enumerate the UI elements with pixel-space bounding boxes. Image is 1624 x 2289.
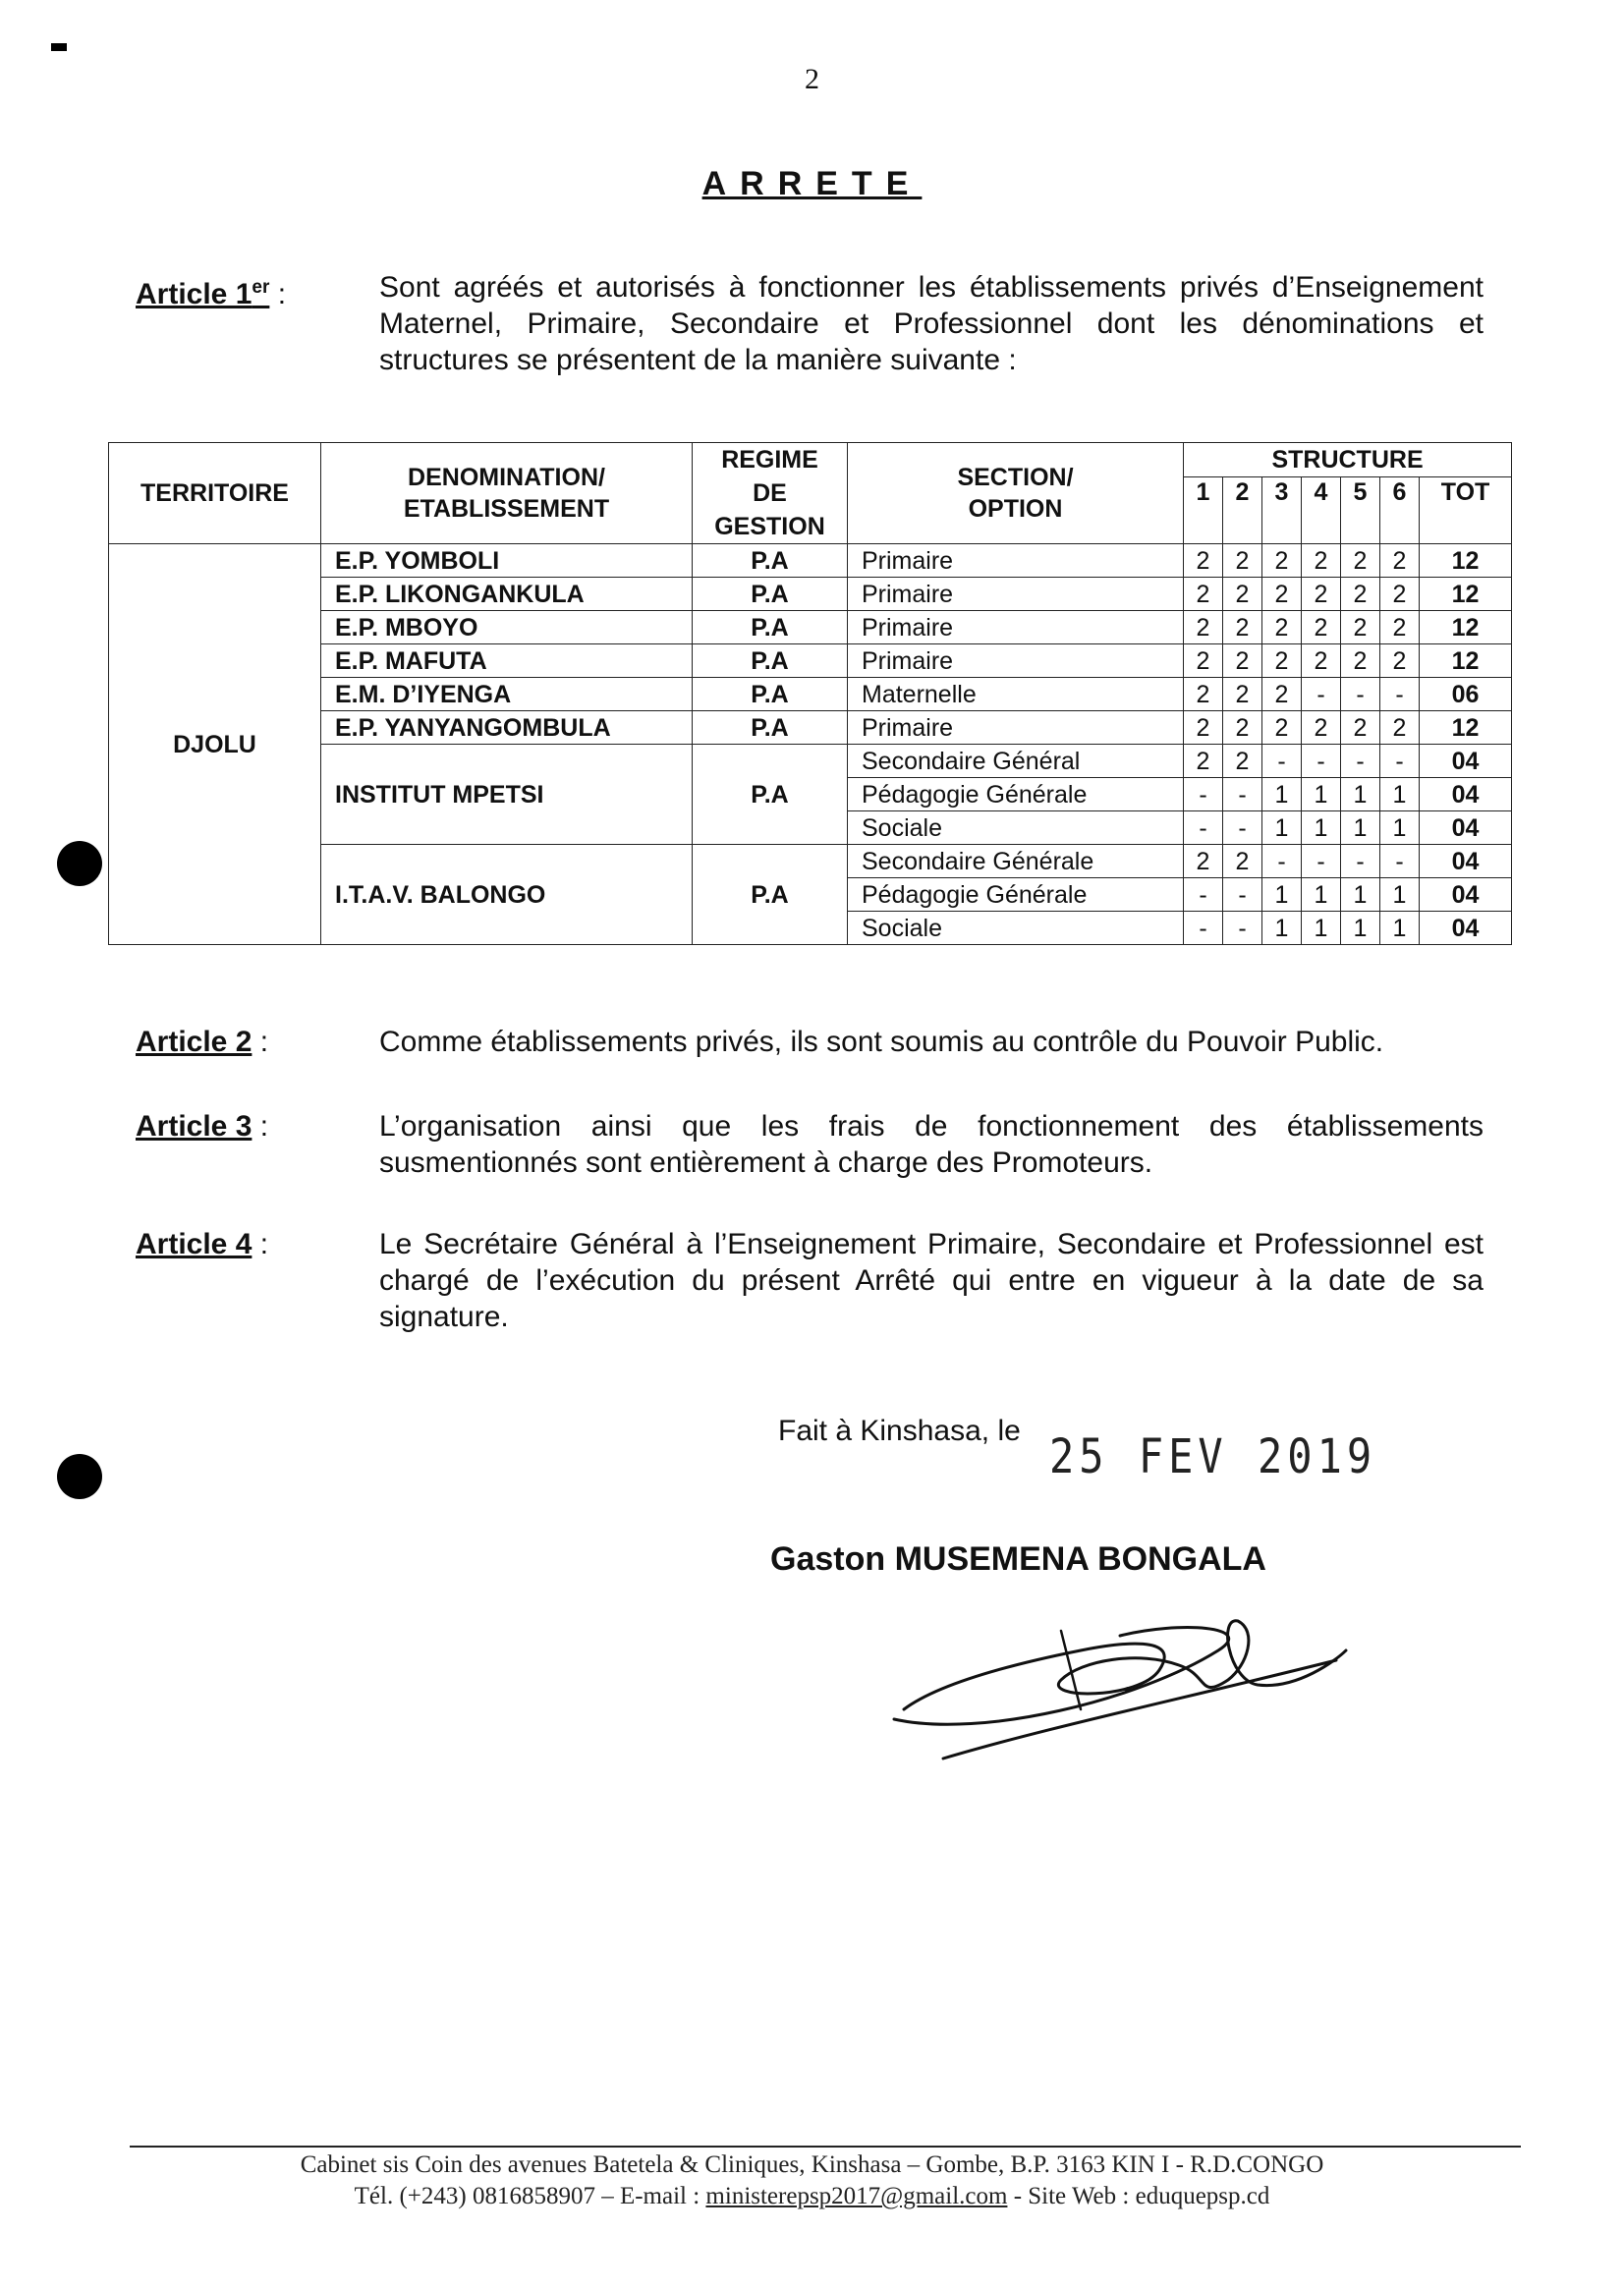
structure-cell: 2 <box>1302 711 1341 745</box>
structure-cell: - <box>1184 878 1223 912</box>
structure-cell: 2 <box>1223 678 1262 711</box>
structure-cell: - <box>1223 912 1262 945</box>
total-cell: 12 <box>1420 578 1512 611</box>
structure-cell: 1 <box>1262 878 1302 912</box>
structure-cell: 2 <box>1184 644 1223 678</box>
structure-cell: 2 <box>1341 611 1380 644</box>
structure-cell: - <box>1341 845 1380 878</box>
structure-cell: - <box>1184 811 1223 845</box>
total-cell: 04 <box>1420 878 1512 912</box>
establishment-name: INSTITUT MPETSI <box>321 745 693 845</box>
header-col-3: 3 <box>1262 477 1302 544</box>
article-text: Sont agréés et autorisés à fonctionner les établissements privés d’Enseignement Maternel, Primaire, Secondaire et Professionnel dont les dénominations et structures se présentent de la manière suivante : <box>379 271 1484 376</box>
structure-cell: - <box>1223 778 1262 811</box>
structure-cell: 2 <box>1380 578 1420 611</box>
structure-cell: 2 <box>1223 745 1262 778</box>
total-cell: 04 <box>1420 912 1512 945</box>
section-cell: Primaire <box>848 578 1184 611</box>
regime-cell: P.A <box>693 711 848 745</box>
header-col-1: 1 <box>1184 477 1223 544</box>
punch-hole <box>57 841 102 886</box>
establishment-name: E.P. MAFUTA <box>321 644 693 678</box>
article-text: Comme établissements privés, ils sont soumis au contrôle du Pouvoir Public. <box>379 1026 1384 1058</box>
structure-cell: 2 <box>1223 544 1262 578</box>
structure-cell: 2 <box>1223 611 1262 644</box>
structure-cell: 2 <box>1262 644 1302 678</box>
structure-cell: 2 <box>1341 578 1380 611</box>
header-territoire: TERRITOIRE <box>109 443 321 544</box>
header-col-tot: TOT <box>1420 477 1512 544</box>
section-cell: Pédagogie Générale <box>848 878 1184 912</box>
structure-cell: - <box>1184 778 1223 811</box>
structure-cell: 2 <box>1341 544 1380 578</box>
place-date: Fait à Kinshasa, le <box>778 1415 1021 1447</box>
total-cell: 12 <box>1420 611 1512 644</box>
footer-email-link[interactable]: ministerepsp2017@gmail.com <box>705 2183 1008 2209</box>
establishment-name: E.P. YOMBOLI <box>321 544 693 578</box>
structure-cell: 1 <box>1302 878 1341 912</box>
regime-cell: P.A <box>693 544 848 578</box>
regime-cell: P.A <box>693 745 848 845</box>
article-label: Article 1er : <box>136 277 287 310</box>
scan-mark <box>51 43 67 51</box>
structure-cell: 1 <box>1341 912 1380 945</box>
structure-cell: 2 <box>1184 711 1223 745</box>
structure-cell: 2 <box>1341 711 1380 745</box>
establishment-name: I.T.A.V. BALONGO <box>321 845 693 945</box>
total-cell: 12 <box>1420 544 1512 578</box>
structure-cell: 2 <box>1262 578 1302 611</box>
article-4 <box>136 1226 1484 1335</box>
structure-cell: 2 <box>1184 544 1223 578</box>
structure-cell: 1 <box>1341 811 1380 845</box>
section-cell: Sociale <box>848 811 1184 845</box>
structure-cell: - <box>1380 678 1420 711</box>
section-cell: Primaire <box>848 611 1184 644</box>
structure-cell: 2 <box>1380 611 1420 644</box>
punch-hole <box>57 1454 102 1499</box>
structure-cell: 1 <box>1302 778 1341 811</box>
total-cell: 04 <box>1420 845 1512 878</box>
header-col-2: 2 <box>1223 477 1262 544</box>
page-number: 2 <box>805 63 819 95</box>
structure-cell: 1 <box>1262 811 1302 845</box>
structure-cell: - <box>1302 745 1341 778</box>
section-cell: Pédagogie Générale <box>848 778 1184 811</box>
header-col-6: 6 <box>1380 477 1420 544</box>
structure-cell: - <box>1184 912 1223 945</box>
regime-cell: P.A <box>693 578 848 611</box>
structure-cell: 2 <box>1380 544 1420 578</box>
structure-cell: 2 <box>1184 611 1223 644</box>
article-text: L’organisation ainsi que les frais de fonctionnement des établissements susmentionnés sont entièrement à charge des Promoteurs. <box>379 1110 1484 1179</box>
structure-cell: - <box>1341 678 1380 711</box>
article-2 <box>136 1024 1484 1060</box>
structure-cell: 2 <box>1380 644 1420 678</box>
structure-cell: 1 <box>1380 878 1420 912</box>
structure-cell: 2 <box>1262 678 1302 711</box>
territoire-cell: DJOLU <box>109 544 321 945</box>
structure-cell: 2 <box>1302 611 1341 644</box>
structure-cell: 2 <box>1262 611 1302 644</box>
structure-cell: 2 <box>1302 644 1341 678</box>
structure-cell: 1 <box>1302 811 1341 845</box>
structure-cell: 2 <box>1184 678 1223 711</box>
footer-address: Cabinet sis Coin des avenues Batetela & Cliniques, Kinshasa – Gombe, B.P. 3163 KIN I - R.D.CONGO <box>300 2151 1324 2178</box>
header-col-5: 5 <box>1341 477 1380 544</box>
footer-divider <box>130 2146 1521 2148</box>
structure-cell: 1 <box>1380 912 1420 945</box>
structure-cell: 1 <box>1380 778 1420 811</box>
establishment-name: E.P. LIKONGANKULA <box>321 578 693 611</box>
structure-cell: - <box>1341 745 1380 778</box>
structure-cell: - <box>1223 878 1262 912</box>
structure-cell: 2 <box>1223 711 1262 745</box>
structure-cell: 2 <box>1380 711 1420 745</box>
article-label: Article 4 : <box>136 1228 269 1260</box>
structure-cell: 1 <box>1380 811 1420 845</box>
structure-cell: 2 <box>1184 745 1223 778</box>
section-cell: Primaire <box>848 644 1184 678</box>
structure-cell: 2 <box>1302 544 1341 578</box>
handwritten-signature <box>884 1591 1356 1778</box>
total-cell: 12 <box>1420 644 1512 678</box>
structure-cell: 2 <box>1223 578 1262 611</box>
structure-cell: 2 <box>1184 578 1223 611</box>
structure-cell: - <box>1262 845 1302 878</box>
structure-cell: 1 <box>1262 778 1302 811</box>
structure-cell: 2 <box>1341 644 1380 678</box>
document-title: ARRETE <box>701 165 923 202</box>
total-cell: 04 <box>1420 778 1512 811</box>
article-3 <box>136 1108 1484 1181</box>
article-label: Article 2 : <box>136 1026 269 1058</box>
footer-contact: Tél. (+243) 0816858907 – E-mail : ministerepsp2017@gmail.com - Site Web : eduquepsp.cd <box>354 2183 1270 2209</box>
structure-cell: - <box>1302 845 1341 878</box>
structure-cell: 1 <box>1302 912 1341 945</box>
regime-cell: P.A <box>693 678 848 711</box>
structure-cell: - <box>1380 845 1420 878</box>
total-cell: 06 <box>1420 678 1512 711</box>
structure-cell: 2 <box>1223 845 1262 878</box>
establishment-name: E.P. YANYANGOMBULA <box>321 711 693 745</box>
structure-cell: 1 <box>1341 778 1380 811</box>
structure-cell: 2 <box>1262 711 1302 745</box>
structure-cell: - <box>1223 811 1262 845</box>
article-1 <box>136 269 1484 378</box>
structure-cell: 2 <box>1262 544 1302 578</box>
table-row <box>109 544 1512 578</box>
establishment-name: E.M. D’IYENGA <box>321 678 693 711</box>
header-section: SECTION/ OPTION <box>848 443 1184 544</box>
establishments-table <box>108 442 1512 945</box>
structure-cell: 2 <box>1223 644 1262 678</box>
establishment-name: E.P. MBOYO <box>321 611 693 644</box>
footer-phone: Tél. (+243) 0816858907 <box>354 2183 595 2209</box>
section-cell: Primaire <box>848 544 1184 578</box>
footer-site[interactable]: eduquepsp.cd <box>1135 2183 1270 2209</box>
structure-cell: - <box>1262 745 1302 778</box>
article-label: Article 3 : <box>136 1110 269 1143</box>
footer-email-label: E-mail : <box>619 2183 700 2209</box>
regime-cell: P.A <box>693 845 848 945</box>
structure-cell: - <box>1380 745 1420 778</box>
article-text: Le Secrétaire Général à l’Enseignement Primaire, Secondaire et Professionnel est chargé de l’exécution du présent Arrêté qui entre en vigueur à la date de sa signature. <box>379 1228 1484 1333</box>
header-denomination: DENOMINATION/ ETABLISSEMENT <box>321 443 693 544</box>
header-regime: REGIME DE GESTION <box>693 443 848 544</box>
regime-cell: P.A <box>693 611 848 644</box>
structure-cell: 1 <box>1262 912 1302 945</box>
structure-cell: 2 <box>1302 578 1341 611</box>
regime-cell: P.A <box>693 644 848 678</box>
header-structure: STRUCTURE <box>1184 443 1512 477</box>
total-cell: 04 <box>1420 811 1512 845</box>
total-cell: 04 <box>1420 745 1512 778</box>
section-cell: Maternelle <box>848 678 1184 711</box>
structure-cell: 2 <box>1184 845 1223 878</box>
section-cell: Primaire <box>848 711 1184 745</box>
signer-name: Gaston MUSEMENA BONGALA <box>770 1540 1266 1578</box>
header-col-4: 4 <box>1302 477 1341 544</box>
date-stamp: 25 FEV 2019 <box>1049 1428 1377 1484</box>
section-cell: Secondaire Générale <box>848 845 1184 878</box>
structure-cell: 1 <box>1341 878 1380 912</box>
structure-cell: - <box>1302 678 1341 711</box>
section-cell: Secondaire Général <box>848 745 1184 778</box>
total-cell: 12 <box>1420 711 1512 745</box>
section-cell: Sociale <box>848 912 1184 945</box>
footer-site-label: Site Web : <box>1028 2183 1130 2209</box>
